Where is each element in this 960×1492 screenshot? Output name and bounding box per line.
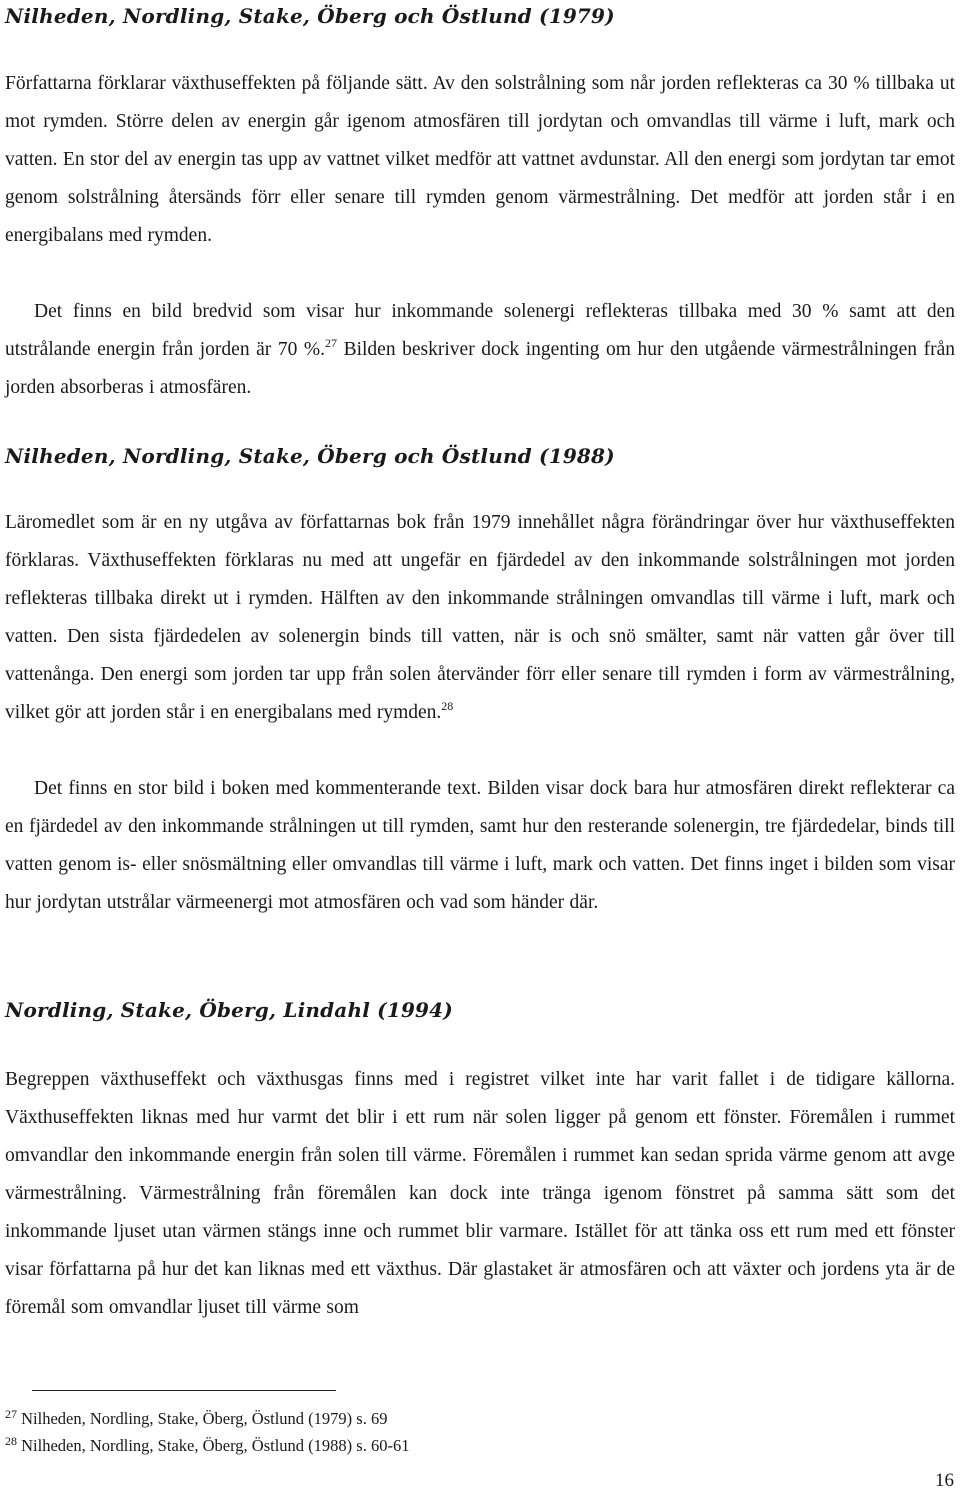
page-number: 16: [935, 1470, 954, 1491]
paragraph-1979-image: [5, 293, 955, 407]
paragraph-1988-image: [5, 770, 955, 922]
footnote-number: 27: [5, 1407, 17, 1421]
section-heading-1988: Nilheden, Nordling, Stake, Öberg och Östlund (1988): [5, 444, 615, 468]
footnote-text: Nilheden, Nordling, Stake, Öberg, Östlund (1988) s. 60-61: [21, 1436, 410, 1455]
footnote-28: [5, 1435, 409, 1457]
footnote-number: 28: [5, 1434, 17, 1448]
footnote-divider: [32, 1390, 336, 1391]
footnote-27: [5, 1408, 387, 1430]
section-heading-1994: Nordling, Stake, Öberg, Lindahl (1994): [5, 998, 453, 1022]
footnote-ref-27[interactable]: 27: [325, 336, 338, 350]
paragraph-text: Det finns en stor bild i boken med kommenterande text. Bilden visar dock bara hur atmosfären direkt reflekterar ca en fjärdedel av den inkommande strålningen ut till rymden, samt hur den resterande solenergin, tre fjärdedelar, binds till vatten genom is- eller snösmältning eller omvandlas till värme i luft, mark och vatten. Det finns inget i bilden som visar hur jordytan utstrålar värmeenergi mot atmosfären och vad som händer där.: [5, 778, 955, 913]
paragraph-1979-explanation: [5, 65, 955, 255]
paragraph-text: Författarna förklarar växthuseffekten på följande sätt. Av den solstrålning som når jorden reflekteras ca 30 % tillbaka ut mot rymden. Större delen av energin går igenom atmosfären till jordytan och omvandlas till värme i luft, mark och vatten. En stor del av energin tas upp av vattnet vilket medför att vattnet avdunstar. All den energi som jordytan tar emot genom solstrålning återsänds förr eller senare till rymden genom värmestrålning. Det medför att jorden står i en energibalans med rymden.: [5, 73, 955, 246]
paragraph-text-continued: Bilden beskriver dock ingenting om hur den utgående värmestrålningen från jorden absorberas i atmosfären.: [5, 339, 955, 398]
paragraph-text: Det finns en bild bredvid som visar hur inkommande solenergi reflekteras tillbaka med 30 % samt att den utstrålande energin från jorden är 70 %.: [5, 301, 955, 360]
paragraph-1988-explanation: [5, 504, 955, 732]
paragraph-text: Läromedlet som är en ny utgåva av författarnas bok från 1979 innehållet några förändringar över hur växthuseffekten förklaras. Växthuseffekten förklaras nu med att ungefär en fjärdedel av den inkommande solstrålningen mot jorden reflekteras tillbaka direkt ut i rymden. Hälften av den inkommande strålningen omvandlas till värme i luft, mark och vatten. Den sista fjärdedelen av solenergin binds till vatten, när is och snö smälter, samt när vatten går över till vattenånga. Den energi som jorden tar upp från solen återvänder förr eller senare till rymden i form av värmestrålning, vilket gör att jorden står i en energibalans med rymden.: [5, 512, 955, 723]
footnote-ref-28[interactable]: 28: [441, 699, 454, 713]
section-heading-1979: Nilheden, Nordling, Stake, Öberg och Östlund (1979): [5, 4, 615, 28]
footnote-text: Nilheden, Nordling, Stake, Öberg, Östlund (1979) s. 69: [21, 1409, 388, 1428]
paragraph-1994-explanation: [5, 1061, 955, 1327]
paragraph-text: Begreppen växthuseffekt och växthusgas finns med i registret vilket inte har varit fallet i de tidigare källorna. Växthuseffekten liknas med hur varmt det blir i ett rum när solen ligger på genom ett fönster. Föremålen i rummet omvandlar den inkommande energin från solen till värme. Föremålen i rummet kan sedan sprida värme genom att avge värmestrålning. Värmestrålning från föremålen kan dock inte tränga igenom fönstret på samma sätt som det inkommande ljuset utan värmen stängs inne och rummet blir varmare. Istället för att tänka oss ett rum med ett fönster visar författarna på hur det kan liknas med ett växthus. Där glastaket är atmosfären och att växter och jordens yta är de föremål som omvandlar ljuset till värme som: [5, 1069, 955, 1318]
